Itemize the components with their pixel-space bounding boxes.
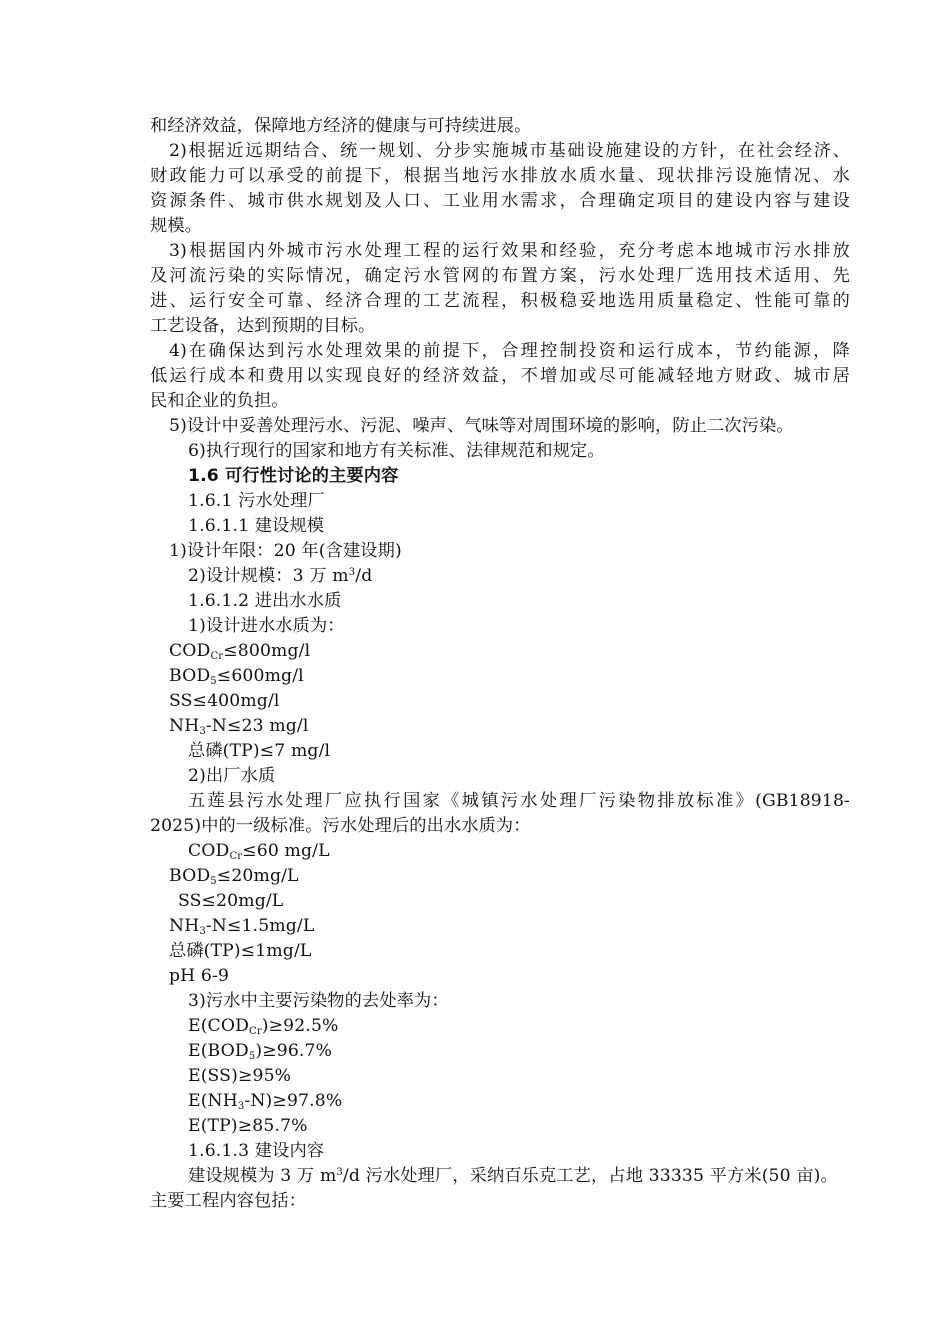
paragraph-line: 2)根据近远期结合、统一规划、分步实施城市基础设施建设的方针，在社会经济、 <box>169 141 850 161</box>
influent-bod: $BOD_5\le 600mg/l$ <box>169 666 304 687</box>
influent-nh3n: $NH_3-N\le 23$ mg/l <box>169 716 309 737</box>
paragraph-line: 资源条件、城市供水规划及人口、工业用水需求，合理确定项目的建设内容与建设 <box>150 191 850 211</box>
paragraph-line: 主要工程内容包括： <box>150 1191 307 1211</box>
paragraph-line: 进、运行安全可靠、经济合理的工艺流程，积极稳妥地选用质量稳定、性能可靠的 <box>150 291 850 311</box>
removal-nh3n: $E(NH_3-N)\ge 97.8\%$ <box>188 1091 343 1112</box>
removal-ss: E(SS)≥95% <box>188 1066 292 1086</box>
paragraph-line: 规模。 <box>150 216 203 236</box>
section-heading: 1.6 可行性讨论的主要内容 <box>188 466 399 486</box>
subsection-heading: 1.6.1.1 建设规模 <box>188 516 325 536</box>
design-scale: 2)设计规模：3 万 $m^3/d$ <box>188 566 373 586</box>
subsection-heading: 1.6.1.2 进出水水质 <box>188 591 342 611</box>
effluent-title: 2)出厂水质 <box>188 766 276 786</box>
removal-tp: E(TP)≥85.7% <box>188 1116 308 1136</box>
paragraph-line: 4)在确保达到污水处理效果的前提下，合理控制投资和运行成本，节约能源，降 <box>169 341 850 361</box>
effluent-ph: pH 6-9 <box>169 966 230 986</box>
effluent-ss: SS≤20mg/L <box>178 891 284 911</box>
effluent-cod: $COD_{Cr}\le 60$ mg/L <box>188 841 330 862</box>
effluent-nh3n: $NH_3-N\le 1.5mg/L$ <box>169 916 315 937</box>
paragraph-line: 6)执行现行的国家和地方有关标准、法律规范和规定。 <box>188 441 605 461</box>
document-page <box>150 114 850 1214</box>
paragraph-line: 低运行成本和费用以实现良好的经济效益，不增加或尽可能减轻地方财政、城市居 <box>150 366 850 386</box>
subsection-heading: 1.6.1.3 建设内容 <box>188 1141 325 1161</box>
design-years: 1)设计年限：20 年(含建设期) <box>169 541 402 561</box>
paragraph-line: 2025)中的一级标准。污水处理后的出水水质为： <box>150 816 531 836</box>
paragraph-line: 和经济效益，保障地方经济的健康与可持续进展。 <box>150 116 532 136</box>
influent-ss: SS≤400mg/l <box>169 691 280 711</box>
paragraph-line: 3)根据国内外城市污水处理工程的运行效果和经验，充分考虑本地城市污水排放 <box>169 241 850 261</box>
paragraph-line: 及河流污染的实际情况，确定污水管网的布置方案，污水处理厂选用技术适用、先 <box>150 266 850 286</box>
influent-tp: 总磷(TP)≤7 mg/l <box>188 741 331 761</box>
paragraph-line: 财政能力可以承受的前提下，根据当地污水排放水质水量、现状排污设施情况、水 <box>150 166 850 186</box>
effluent-bod: $BOD_5\le 20mg/L$ <box>169 866 299 887</box>
subsection-heading: 1.6.1 污水处理厂 <box>188 491 325 511</box>
influent-cod: $COD_{Cr}\le 800mg/l$ <box>169 641 311 662</box>
removal-title: 3)污水中主要污染物的去处率为： <box>188 991 449 1011</box>
removal-bod: $E(BOD_5)\ge 96.7\%$ <box>188 1041 333 1062</box>
paragraph-line: 建设规模为 3 万 $m^3/d$ 污水处理厂，采纳百乐克工艺，占地 33335 平方米(50 亩)。 <box>188 1166 838 1186</box>
paragraph-line: 五莲县污水处理厂应执行国家《城镇污水处理厂污染物排放标准》(GB18918- <box>188 791 850 811</box>
paragraph-line: 民和企业的负担。 <box>150 391 289 411</box>
paragraph-line: 工艺设备，达到预期的目标。 <box>150 316 376 336</box>
influent-title: 1)设计进水水质为： <box>188 616 345 636</box>
removal-cod: $E(COD_{Cr})\ge 92.5\%$ <box>188 1016 339 1037</box>
effluent-tp: 总磷(TP)≤1mg/L <box>169 941 312 961</box>
paragraph-line: 5)设计中妥善处理污水、污泥、噪声、气味等对周围环境的影响，防止二次污染。 <box>169 416 794 436</box>
